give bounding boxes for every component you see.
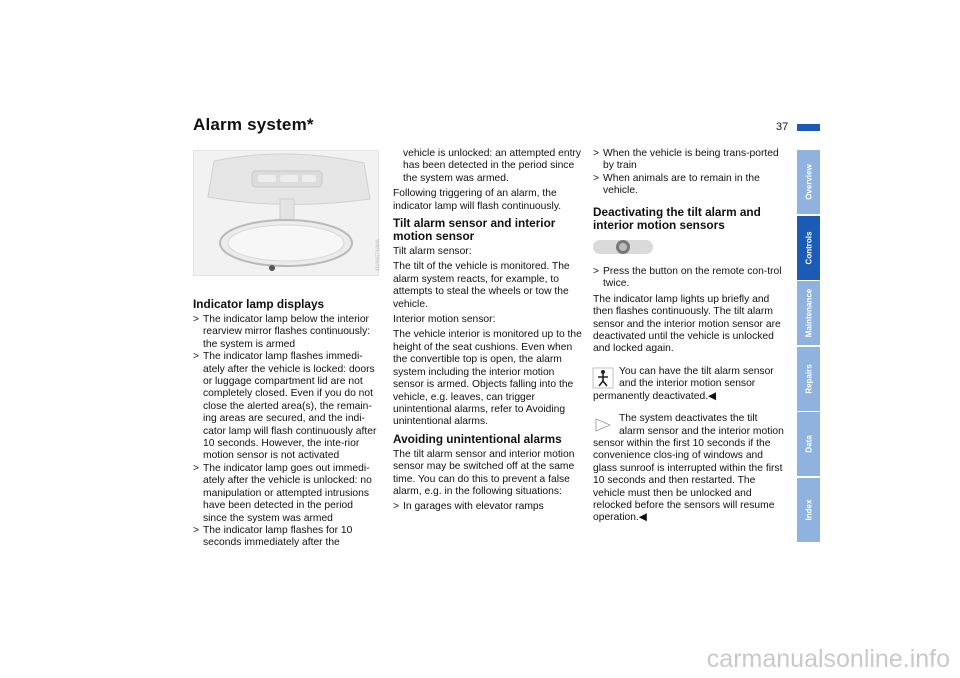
column-3 (593, 148, 785, 528)
paragraph: The tilt of the vehicle is monitored. The alarm system reacts, for example, to attempts to steal the wheels or tow the vehicle. (393, 261, 570, 310)
tab-index[interactable]: Index (797, 478, 820, 542)
page-title: Alarm system* (193, 115, 314, 134)
list-item: > When the vehicle is being trans-ported by train (593, 148, 785, 173)
list-item: > The indicator lamp flashes for 10 seconds immediately after the (193, 525, 379, 550)
page-number: 37 (776, 121, 789, 133)
heading-indicator-lamp-displays: Indicator lamp displays (193, 297, 325, 311)
section-tabs (797, 150, 820, 544)
heading-avoiding-unintentional-alarms: Avoiding unintentional alarms (393, 431, 562, 446)
watermark: carmanualsonline.info (706, 645, 950, 673)
paragraph: The tilt alarm sensor and interior motion sensor may be switched off at the same time. You can do this to prevent a false alarm, e.g. in the following situations: (393, 448, 575, 497)
note-service: You can have the tilt alarm sensor and the interior motion sensor permanently deactivated.◀ (593, 365, 774, 402)
column-2 (393, 148, 583, 514)
heading-deactivating-sensors: Deactivating the tilt alarm and interior motion sensors (593, 204, 761, 232)
paragraph: The indicator lamp lights up briefly and then flashes continuously. The tilt alarm sensor and the interior motion sensor are deactivated until the vehicle is unlocked and locked again. (593, 293, 781, 355)
remote-control-key-icon (593, 238, 653, 256)
tab-controls[interactable]: Controls (797, 216, 820, 280)
rearview-mirror-photo (193, 150, 382, 276)
tab-maintenance[interactable]: Maintenance (797, 281, 820, 345)
list-item: > The indicator lamp below the interior rearview mirror flashes continuously: the system is armed (193, 314, 379, 351)
note-info: The system deactivates the tilt alarm sensor and the interior motion sensor within the first 10 seconds if the convenience clos-ing of windows and glass sunroof is interrupted within the first 10 seconds and then restarted. The vehicle must then be unlocked and relocked before the sensors will resume operation.◀ (593, 413, 784, 524)
list-item: > The indicator lamp goes out immedi-ately after the vehicle is unlocked: no manipulation or attempted intrusions have been detected in the period since the system was armed (193, 463, 379, 525)
figure-code: MV005710MA (376, 239, 382, 271)
mirror-illustration (194, 151, 378, 275)
heading-tilt-alarm-sensor: Tilt alarm sensor and interior motion sensor (393, 216, 556, 244)
list-item-continued: vehicle is unlocked: an attempted entry has been detected in the period since the system was armed. (403, 148, 582, 184)
list-item: > The indicator lamp flashes immedi-ately after the vehicle is locked: doors or luggage compartment lid are not completely closed. Even if you do not close the alerted area(s), the remain-ing areas are secured, and the indi-cator lamp will flash continuously after 10 seconds. However, the inte-rior motion sensor is not activated (193, 351, 379, 463)
tab-overview[interactable]: Overview (797, 150, 820, 214)
paragraph: Tilt alarm sensor: (393, 246, 472, 258)
list-item: > In garages with elevator ramps (393, 501, 583, 513)
triangle-note-icon (593, 415, 613, 435)
list-item: > Press the button on the remote con-trol twice. (593, 266, 785, 291)
list-item: > When animals are to remain in the vehicle. (593, 173, 785, 198)
mechanic-icon (593, 368, 613, 388)
paragraph: Interior motion sensor: (393, 314, 496, 326)
paragraph: The vehicle interior is monitored up to the height of the seat cushions. Even when the convertible top is open, the alarm system including the interior motion sensor is armed. Objects falling into the vehicle, e.g. leaves, can trigger unintentional alarms, refer to Avoiding unintentional alarms. (393, 329, 582, 428)
header-accent-bar (797, 124, 820, 131)
column-1 (193, 294, 379, 550)
tab-data[interactable]: Data (797, 412, 820, 476)
tab-repairs[interactable]: Repairs (797, 347, 820, 411)
paragraph: Following triggering of an alarm, the indicator lamp will flash continuously. (393, 188, 562, 212)
